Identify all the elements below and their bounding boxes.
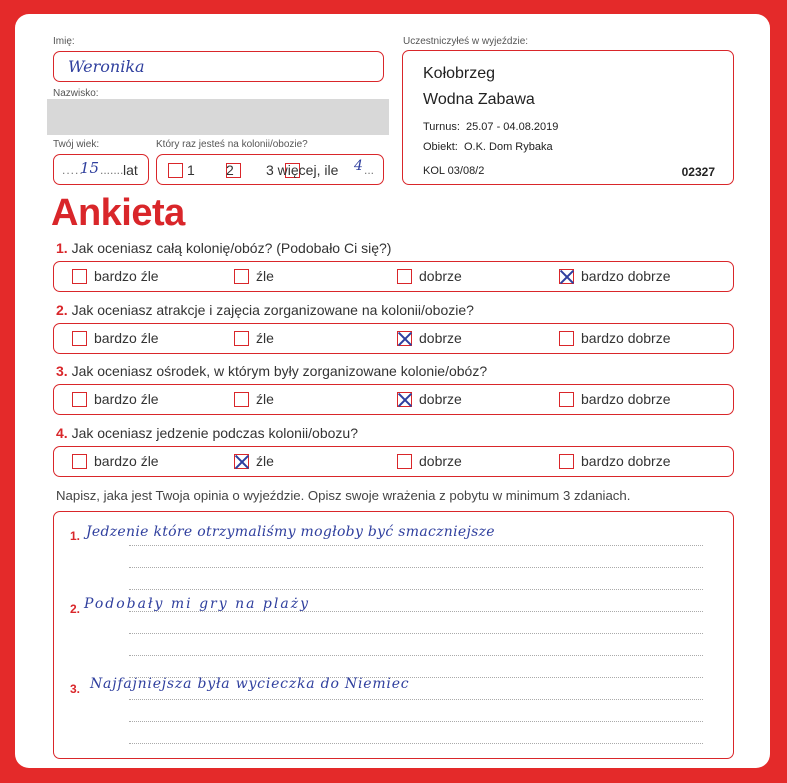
q4-checkbox-bardzo-zle[interactable] [72, 454, 87, 469]
q1-checkbox-bardzo-dobrze[interactable] [559, 269, 574, 284]
age-field[interactable]: ..... 15 ....... lat [53, 154, 149, 185]
times-value: 4 [354, 158, 363, 174]
q1-option-dobrze[interactable]: dobrze [397, 268, 462, 284]
q2-checkbox-bardzo-zle[interactable] [72, 331, 87, 346]
age-value: 15 [80, 159, 100, 177]
times-label: Który raz jesteś na kolonii/obozie? [156, 139, 308, 150]
opinion-prompt: Napisz, jaka jest Twoja opinia o wyjeździe. Opisz swoje wrażenia z pobytu w minimum 3 zdaniach. [56, 488, 631, 503]
trip-number: 02327 [681, 165, 715, 179]
q1-option-bardzo-dobrze[interactable]: bardzo dobrze [559, 268, 671, 284]
name-field[interactable] [53, 51, 384, 82]
q2-checkbox-zle[interactable] [234, 331, 249, 346]
q3-checkbox-bardzo-dobrze[interactable] [559, 392, 574, 407]
trip-obiekt: Obiekt: O.K. Dom Rybaka [423, 141, 553, 153]
q2-checkbox-bardzo-dobrze[interactable] [559, 331, 574, 346]
question-1-text: 1. Jak oceniasz całą kolonię/obóz? (Podobało Ci się?) [56, 240, 392, 256]
surname-redacted [47, 99, 389, 135]
surname-label: Nazwisko: [53, 88, 99, 99]
q4-checkbox-zle[interactable] [234, 454, 249, 469]
name-label: Imię: [53, 36, 75, 47]
name-value: Weronika [68, 57, 145, 76]
times-field[interactable]: 1 2 3 więcej, ile 4 ... [156, 154, 384, 185]
q2-option-bardzo-dobrze[interactable]: bardzo dobrze [559, 330, 671, 346]
answer-2-number: 2. [70, 602, 81, 616]
trip-code: KOL 03/08/2 [423, 165, 485, 177]
q4-option-dobrze[interactable]: dobrze [397, 453, 462, 469]
answer-2-text: Podobały mi gry na plaży [84, 596, 310, 612]
survey-title: Ankieta [51, 192, 185, 234]
trip-box [402, 50, 734, 185]
trip-city: Kołobrzeg [423, 65, 496, 82]
q1-option-bardzo-zle[interactable]: bardzo źle [72, 268, 159, 284]
q1-checkbox-zle[interactable] [234, 269, 249, 284]
question-4-text: 4. Jak oceniasz jedzenie podczas kolonii/obozu? [56, 425, 358, 441]
q3-option-zle[interactable]: źle [234, 391, 274, 407]
age-unit: lat [123, 162, 138, 178]
opinion-box[interactable] [53, 511, 734, 759]
times-option-2: 2 [226, 162, 234, 178]
answer-1-text: Jedzenie które otrzymaliśmy mogłoby być smaczniejsze [86, 524, 495, 540]
q2-option-dobrze[interactable]: dobrze [397, 330, 462, 346]
survey-sheet [15, 14, 770, 768]
q3-option-bardzo-zle[interactable]: bardzo źle [72, 391, 159, 407]
trip-turnus: Turnus: 25.07 - 04.08.2019 [423, 121, 559, 133]
trip-program: Wodna Zabawa [423, 91, 535, 108]
question-2-options [53, 323, 734, 354]
q4-checkbox-bardzo-dobrze[interactable] [559, 454, 574, 469]
q2-option-bardzo-zle[interactable]: bardzo źle [72, 330, 159, 346]
q4-option-zle[interactable]: źle [234, 453, 274, 469]
q3-checkbox-bardzo-zle[interactable] [72, 392, 87, 407]
trip-label: Uczestniczyłeś w wyjeździe: [403, 36, 529, 47]
q3-checkbox-dobrze[interactable] [397, 392, 412, 407]
question-4-options [53, 446, 734, 477]
q3-option-bardzo-dobrze[interactable]: bardzo dobrze [559, 391, 671, 407]
age-label: Twój wiek: [53, 139, 100, 150]
q2-option-zle[interactable]: źle [234, 330, 274, 346]
answer-3-text: Najfajniejsza była wycieczka do Niemiec [90, 676, 410, 692]
question-3-options [53, 384, 734, 415]
answer-1-number: 1. [70, 529, 81, 543]
times-option-1: 1 [187, 162, 195, 178]
q1-option-zle[interactable]: źle [234, 268, 274, 284]
q1-checkbox-dobrze[interactable] [397, 269, 412, 284]
q3-checkbox-zle[interactable] [234, 392, 249, 407]
times-checkbox-1[interactable] [168, 163, 183, 178]
q4-checkbox-dobrze[interactable] [397, 454, 412, 469]
q3-option-dobrze[interactable]: dobrze [397, 391, 462, 407]
q4-option-bardzo-dobrze[interactable]: bardzo dobrze [559, 453, 671, 469]
question-3-text: 3. Jak oceniasz ośrodek, w którym były zorganizowane kolonie/obóz? [56, 363, 488, 379]
answer-3-number: 3. [70, 682, 81, 696]
question-1-options [53, 261, 734, 292]
q4-option-bardzo-zle[interactable]: bardzo źle [72, 453, 159, 469]
question-2-text: 2. Jak oceniasz atrakcje i zajęcia zorganizowane na kolonii/obozie? [56, 302, 474, 318]
times-option-3: 3 więcej, ile [266, 162, 339, 178]
q1-checkbox-bardzo-zle[interactable] [72, 269, 87, 284]
q2-checkbox-dobrze[interactable] [397, 331, 412, 346]
